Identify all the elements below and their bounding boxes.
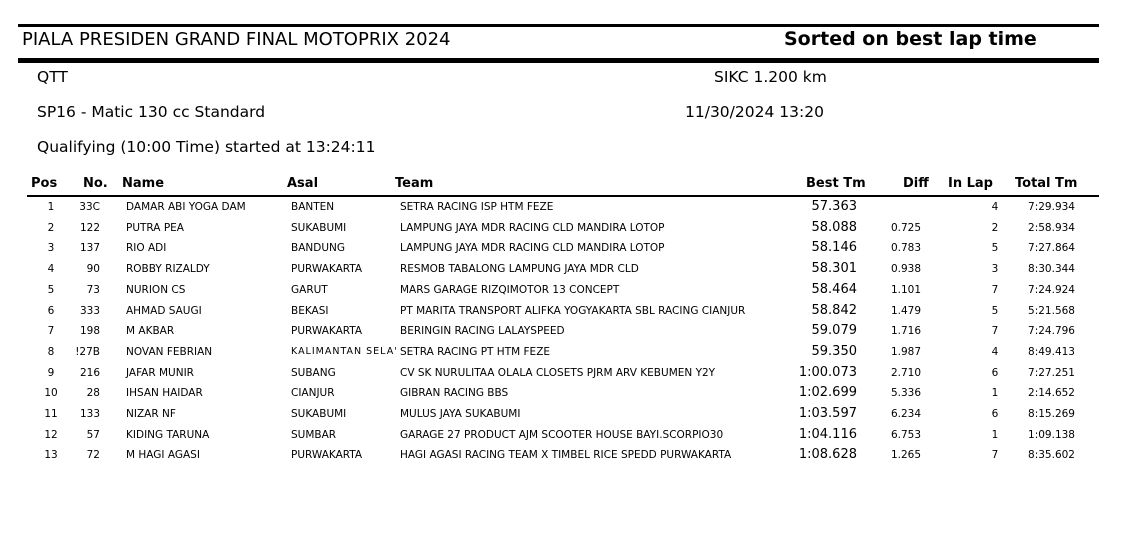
cell-diff: 2.710 xyxy=(890,366,921,379)
cell-best: 59.079 xyxy=(811,323,857,339)
cell-total: 7:27.864 xyxy=(1028,242,1075,255)
cell-best: 58.842 xyxy=(811,302,857,318)
cell-team: RESMOB TABALONG LAMPUNG JAYA MDR CLD xyxy=(400,263,639,276)
cell-asal: PURWAKARTA xyxy=(291,263,363,276)
cell-no: 133 xyxy=(79,408,100,420)
cell-pos: 7 xyxy=(47,325,55,338)
cell-total: 2:58.934 xyxy=(1028,221,1075,234)
cell-pos: 1 xyxy=(47,201,55,213)
cell-asal: SUBANG xyxy=(291,366,336,379)
cell-asal: BANDUNG xyxy=(291,242,346,255)
cell-team: GARAGE 27 PRODUCT AJM SCOOTER HOUSE BAYI.SCORPIO30 xyxy=(400,428,724,441)
class-name: SP16 - Matic 130 cc Standard xyxy=(37,103,266,121)
cell-team: MULUS JAYA SUKABUMI xyxy=(400,408,521,420)
cell-total: 5:21.568 xyxy=(1028,304,1075,317)
cell-team: HAGI AGASI RACING TEAM X TIMBEL RICE SPEDD PURWAKARTA xyxy=(400,449,732,462)
cell-best: 1:00.073 xyxy=(798,364,857,380)
cell-total: 8:49.413 xyxy=(1028,345,1075,358)
cell-asal: PURWAKARTA xyxy=(291,449,363,462)
cell-name: KIDING TARUNA xyxy=(126,428,210,441)
cell-total: 1:09.138 xyxy=(1028,428,1075,441)
sort-note: Sorted on best lap time xyxy=(784,28,1037,50)
cell-asal: SUMBAR xyxy=(291,428,337,441)
col-header-team: Team xyxy=(395,176,434,191)
cell-inlap: 7 xyxy=(991,449,999,462)
cell-no: !27B xyxy=(75,345,100,358)
cell-asal: CIANJUR xyxy=(291,387,335,400)
cell-inlap: 7 xyxy=(991,283,999,296)
cell-asal: SUKABUMI xyxy=(291,408,347,420)
cell-best: 58.088 xyxy=(811,219,857,235)
cell-diff: 0.783 xyxy=(890,242,921,255)
cell-pos: 2 xyxy=(47,221,55,234)
cell-no: 122 xyxy=(79,221,100,234)
cell-diff: 1.101 xyxy=(890,283,921,296)
table-row xyxy=(0,280,1129,300)
table-row xyxy=(0,259,1129,279)
cell-name: PUTRA PEA xyxy=(126,221,184,234)
session-code: QTT xyxy=(37,68,68,86)
cell-pos: 8 xyxy=(47,345,55,358)
cell-name: M AKBAR xyxy=(126,325,175,338)
cell-diff: 0.938 xyxy=(890,263,921,276)
table-row xyxy=(0,404,1129,424)
cell-pos: 9 xyxy=(47,366,55,379)
cell-total: 8:15.269 xyxy=(1028,408,1075,420)
cell-total: 8:35.602 xyxy=(1028,449,1075,462)
cell-team: GIBRAN RACING BBS xyxy=(400,387,509,400)
cell-team: LAMPUNG JAYA MDR RACING CLD MANDIRA LOTOP xyxy=(400,242,665,255)
cell-best: 1:03.597 xyxy=(798,406,857,421)
cell-name: JAFAR MUNIR xyxy=(126,366,194,379)
table-row xyxy=(0,342,1129,362)
cell-inlap: 5 xyxy=(991,242,999,255)
cell-inlap: 1 xyxy=(991,387,999,400)
circuit-info: SIKC 1.200 km xyxy=(714,68,827,86)
table-row xyxy=(0,301,1129,321)
cell-diff: 6.234 xyxy=(890,408,921,420)
col-header-asal: Asal xyxy=(287,176,319,191)
cell-diff: 5.336 xyxy=(890,387,921,400)
cell-name: IHSAN HAIDAR xyxy=(126,387,203,400)
cell-best: 1:08.628 xyxy=(798,447,857,463)
table-row xyxy=(0,383,1129,403)
cell-asal: SUKABUMI xyxy=(291,221,347,234)
cell-best: 58.301 xyxy=(811,261,857,277)
cell-pos: 13 xyxy=(44,449,58,462)
cell-pos: 4 xyxy=(47,263,55,276)
cell-name: AHMAD SAUGI xyxy=(126,304,202,317)
cell-team: BERINGIN RACING LALAYSPEED xyxy=(400,325,565,338)
cell-inlap: 6 xyxy=(991,408,999,420)
cell-name: RIO ADI xyxy=(126,242,167,255)
cell-team: PT MARITA TRANSPORT ALIFKA YOGYAKARTA SBL RACING CIANJUR xyxy=(400,304,746,317)
col-header-name: Name xyxy=(122,176,165,191)
cell-inlap: 2 xyxy=(991,221,999,234)
page-title: PIALA PRESIDEN GRAND FINAL MOTOPRIX 2024 xyxy=(22,29,451,50)
session-info: Qualifying (10:00 Time) started at 13:24:11 xyxy=(37,138,376,156)
col-header-total: Total Tm xyxy=(1015,176,1078,191)
cell-no: 216 xyxy=(79,366,100,379)
cell-inlap: 1 xyxy=(991,428,999,441)
cell-pos: 11 xyxy=(44,408,58,420)
cell-asal: BANTEN xyxy=(291,201,335,213)
cell-total: 7:24.924 xyxy=(1028,283,1075,296)
col-header-inlap: In Lap xyxy=(948,176,993,191)
cell-no: 198 xyxy=(79,325,100,338)
cell-no: 57 xyxy=(86,428,100,441)
cell-inlap: 7 xyxy=(991,325,999,338)
table-row xyxy=(0,425,1129,445)
cell-no: 333 xyxy=(79,304,100,317)
cell-name: DAMAR ABI YOGA DAM xyxy=(126,201,246,213)
session-datetime: 11/30/2024 13:20 xyxy=(685,103,824,121)
cell-inlap: 3 xyxy=(991,263,999,276)
cell-best: 1:04.116 xyxy=(798,426,857,442)
cell-team: SETRA RACING PT HTM FEZE xyxy=(400,345,551,358)
cell-best: 57.363 xyxy=(811,199,857,214)
cell-team: CV SK NURULITAA OLALA CLOSETS PJRM ARV KEBUMEN Y2Y xyxy=(400,366,716,379)
cell-inlap: 5 xyxy=(991,304,999,317)
cell-diff: 1.716 xyxy=(890,325,921,338)
cell-diff: 1.479 xyxy=(890,304,921,317)
cell-no: 137 xyxy=(79,242,100,255)
cell-best: 59.350 xyxy=(811,343,857,359)
cell-best: 58.464 xyxy=(811,281,857,297)
table-row xyxy=(0,197,1129,217)
cell-team: SETRA RACING ISP HTM FEZE xyxy=(400,201,554,213)
cell-team: MARS GARAGE RIZQIMOTOR 13 CONCEPT xyxy=(400,283,620,296)
cell-asal: BEKASI xyxy=(291,304,329,317)
cell-pos: 6 xyxy=(47,304,55,317)
cell-inlap: 6 xyxy=(991,366,999,379)
top-rule xyxy=(18,24,1099,27)
cell-name: NURION CS xyxy=(126,283,186,296)
table-row xyxy=(0,238,1129,258)
cell-total: 2:14.652 xyxy=(1028,387,1075,400)
cell-no: 72 xyxy=(86,449,100,462)
cell-best: 1:02.699 xyxy=(798,385,857,401)
cell-name: NOVAN FEBRIAN xyxy=(126,345,213,358)
cell-name: ROBBY RIZALDY xyxy=(126,263,210,276)
cell-best: 58.146 xyxy=(811,240,857,256)
cell-diff: 1.265 xyxy=(890,449,921,462)
col-header-pos: Pos xyxy=(31,176,58,191)
table-row xyxy=(0,218,1129,238)
cell-name: M HAGI AGASI xyxy=(126,449,200,462)
cell-total: 7:27.251 xyxy=(1028,366,1075,379)
cell-asal: KALIMANTAN SELA' xyxy=(291,345,398,357)
cell-no: 90 xyxy=(86,263,100,276)
cell-diff: 0.725 xyxy=(890,221,921,234)
cell-pos: 10 xyxy=(44,387,58,400)
table-row xyxy=(0,445,1129,465)
cell-total: 7:29.934 xyxy=(1028,201,1075,213)
col-header-diff: Diff xyxy=(903,176,929,191)
cell-inlap: 4 xyxy=(991,201,999,213)
cell-pos: 12 xyxy=(44,428,58,441)
col-header-best: Best Tm xyxy=(806,176,866,191)
cell-no: 28 xyxy=(86,387,100,400)
cell-inlap: 4 xyxy=(991,345,999,358)
cell-name: NIZAR NF xyxy=(126,408,176,420)
cell-total: 8:30.344 xyxy=(1028,263,1075,276)
table-row xyxy=(0,321,1129,341)
cell-asal: PURWAKARTA xyxy=(291,325,363,338)
header-rule xyxy=(18,58,1099,63)
cell-diff: 6.753 xyxy=(890,428,921,441)
col-header-no: No. xyxy=(83,176,108,191)
cell-no: 33C xyxy=(79,201,100,213)
table-row xyxy=(0,363,1129,383)
cell-pos: 3 xyxy=(47,242,55,255)
cell-no: 73 xyxy=(86,283,100,296)
cell-diff: 1.987 xyxy=(890,345,921,358)
cell-pos: 5 xyxy=(47,283,55,296)
cell-team: LAMPUNG JAYA MDR RACING CLD MANDIRA LOTOP xyxy=(400,221,665,234)
cell-total: 7:24.796 xyxy=(1028,325,1075,338)
cell-asal: GARUT xyxy=(291,283,328,296)
